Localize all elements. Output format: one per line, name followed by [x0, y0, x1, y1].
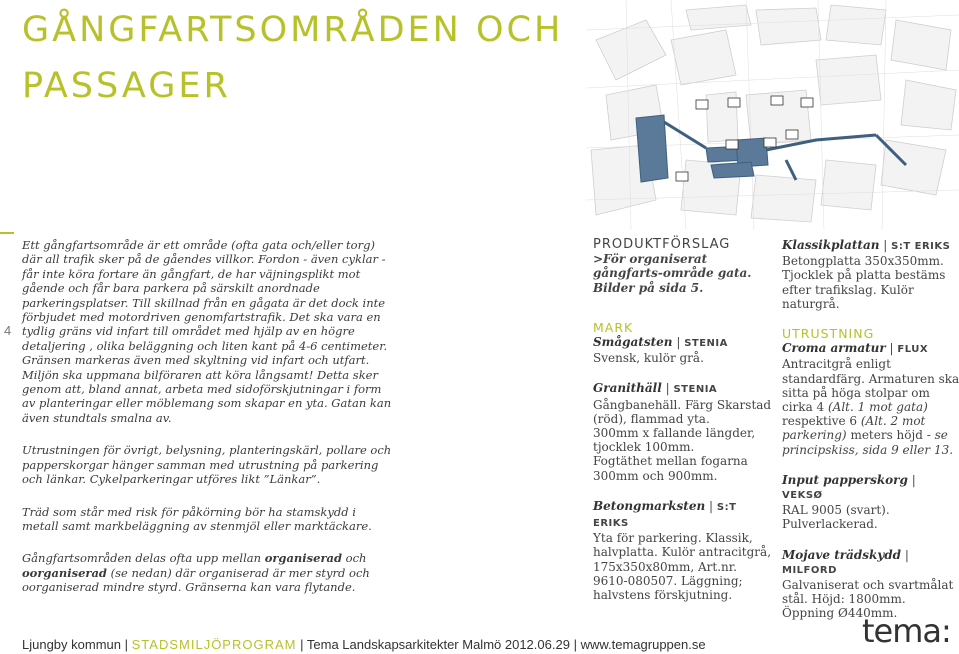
product-mojave: Mojave trädskydd | MILFORD: [782, 547, 909, 576]
product-desc: Tjocklek på platta bestäms efter trafikslag. Kulör naturgrå.: [782, 268, 946, 311]
products-heading: PRODUKTFÖRSLAG: [593, 237, 731, 252]
footer-org: Ljungby kommun: [22, 637, 121, 652]
page-title: [22, 2, 563, 114]
product-name: Mojave trädskydd: [782, 547, 902, 562]
product-brand: STENIA: [684, 338, 728, 350]
desc-part: (Alt. 2 mot parkering): [782, 414, 926, 443]
product-input: Input papperskorg | VEKSØ: [782, 472, 916, 502]
p4-organiserad: organiserad: [264, 551, 342, 566]
desc-part: respektive 6: [782, 414, 861, 429]
product-klassikplattan: Klassikplattan | S:T ERIKS: [782, 238, 951, 252]
footer-sep: |: [573, 637, 577, 652]
products-intro: >För organiserat gångfarts-område gata. Bilder på sida 5.: [593, 252, 752, 295]
product-desc: Galvaniserat och svartmålat stål. Höjd: 1800mm. Öppning Ø440mm.: [782, 578, 954, 621]
product-granithall: Granithäll | STENIA: [593, 381, 718, 396]
product-smagatsten: Smågatsten | STENIA: [593, 335, 728, 350]
product-brand: MILFORD: [782, 564, 837, 576]
paragraph-organised: [22, 551, 394, 594]
p4-text-e: (se nedan) där organiserad är mer styrd och oorganiserad mindre styrd. Gränserna kan vara flytande.: [22, 565, 370, 595]
p4-oorganiserad: oorganiserad: [22, 565, 107, 580]
site-map: [586, 0, 959, 230]
product-name: Klassikplattan: [782, 238, 880, 252]
product-desc: RAL 9005 (svart).: [782, 503, 890, 518]
paragraph-intro: Ett gångfartsområde är ett område (ofta gata och/eller torg) där all trafik sker på de gåendes villkor. Fordon - även cyklar - får inte köra fortare än gångfart, de har väjningsplikt mot gående och får bara parkera på särskilt anordnade parkeringsplatser. Till skillnad från en gågata är det dock inte förbjudet med motordriven genomfartstrafik. Det ska vara en tydlig gräns vid infart till området med hjälp av en högre detaljering , olika beläggning och liten kant på 4-6 centimeter. Gränsen markeras även med skyltning vid infart och utfart. Miljön ska uppmana bilföraren att köra långsamt! Detta sker genom att, bland annat, arbeta med sidoförskjutningar i form av planteringar eller möblemang som skapar en yta. Gatan kan även stundtals smalna av.: [22, 238, 392, 425]
footer: [22, 637, 706, 652]
product-desc: Fogtäthet mellan fogarna 300mm och 900mm.: [593, 454, 748, 483]
product-desc: [782, 357, 959, 456]
product-column-1: [593, 238, 773, 602]
product-brand: S:T ERIKS: [891, 241, 951, 252]
product-desc: Svensk, kulör grå.: [593, 351, 704, 366]
accent-rule: [0, 232, 14, 234]
footer-credit: Tema Landskapsarkitekter Malmö 2012.06.29: [306, 637, 570, 652]
product-brand: S:T ERIKS: [593, 501, 737, 530]
desc-part: (Alt. 1 mot gata): [827, 400, 928, 415]
product-brand: VEKSØ: [782, 490, 823, 502]
product-brand: FLUX: [897, 344, 929, 356]
product-betongmarksten: Betongmarksten | S:T ERIKS: [593, 498, 737, 530]
desc-part: Antracitgrå enligt standardfärg. Armaturen ska sitta på höga stolpar om cirka 4: [782, 357, 959, 415]
page-title-line2: PASSAGER: [22, 66, 231, 106]
product-desc: Pulverlackerad.: [782, 517, 878, 532]
site-map-drawing: [586, 0, 959, 230]
product-name: Smågatsten: [593, 335, 673, 350]
product-desc: Betongplatta 350x350mm.: [782, 254, 944, 269]
desc-part: meters höjd -: [846, 428, 935, 443]
footer-program: STADSMILJÖPROGRAM: [131, 637, 297, 652]
product-croma: Croma armatur | FLUX: [782, 341, 929, 356]
page-title-line1: GÅNGFARTSOMRÅDEN OCH: [22, 10, 564, 50]
footer-url[interactable]: www.temagruppen.se: [580, 637, 706, 652]
paragraph-equipment: Utrustningen för övrigt, belysning, planteringskärl, pollare och papperskorgar hänger samman med utrustning på parkering och länkar. Cykelparkeringar utföres likt ”Länkar”.: [22, 443, 392, 487]
p4-text-a: Gångfartsområden delas ofta upp mellan: [22, 551, 265, 566]
mark-heading: MARK: [593, 319, 634, 335]
product-brand: STENIA: [673, 384, 718, 396]
product-name: Input papperskorg: [782, 472, 908, 487]
utrustning-heading: UTRUSTNING: [782, 326, 875, 342]
tema-logo: tema:: [862, 612, 951, 650]
product-desc: 300mm x fallande längder, tjocklek 100mm.: [593, 426, 756, 455]
product-column-2: [782, 238, 959, 621]
footer-sep: |: [300, 637, 304, 652]
product-desc: Yta för parkering. Klassik, halvplatta. Kulör antracitgrå, 175x350x80mm, Art.nr. 9610-080507. Läggning; halvstens förskjutning.: [593, 531, 772, 603]
footer-sep: |: [124, 637, 129, 652]
desc-part: se principskiss, sida 9 eller 13.: [782, 428, 954, 457]
product-name: Croma armatur: [782, 341, 886, 356]
product-name: Granithäll: [593, 381, 662, 396]
left-column: [22, 238, 394, 613]
product-name: Betongmarksten: [593, 498, 706, 513]
paragraph-trees: Träd som står med risk för påkörning bör ha stamskydd i metall samt markbeläggning av stenmjöl eller marktäckare.: [22, 504, 372, 533]
p4-text-c: och: [342, 551, 367, 566]
product-desc: Gångbanehäll. Färg Skarstad (röd), flammad yta.: [593, 397, 772, 426]
page-number: 4: [4, 323, 12, 338]
